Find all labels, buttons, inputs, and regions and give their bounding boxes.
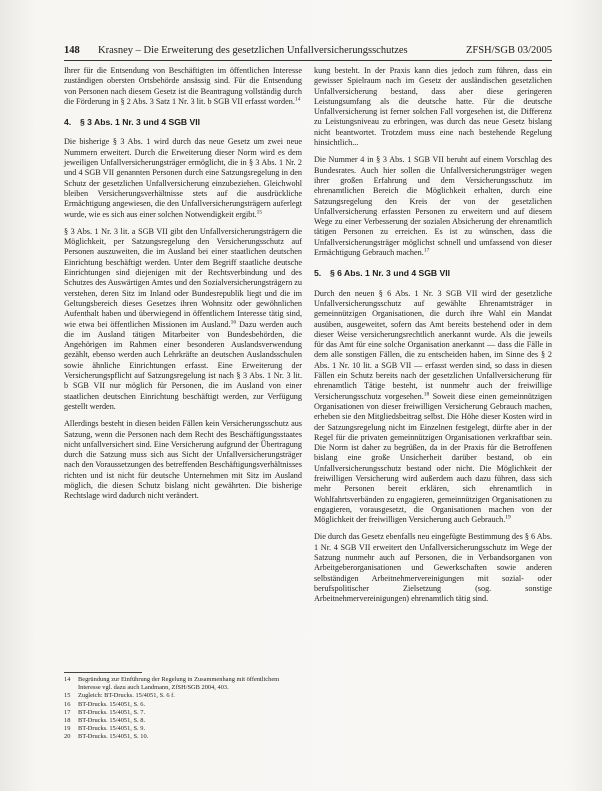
header-rule: [64, 60, 552, 61]
footnote: 19 BT-Drucks. 15/4051, S. 9.: [64, 725, 146, 733]
paragraph: Die durch das Gesetz ebenfalls neu eingefügte Bestimmung des § 6 Abs. 1 Nr. 4 SGB VII erweitert den Unfallversicherungsschutz im Wege der Satzung nunmehr auch auf Personen, die in Verbandsorganen von Arbeitgeberorganisationen und Gewerkschaften sowie anderen selbständigen Arbeitnehmervereinigungen mit sozial- oder berufspolitischer Zielsetzung (sog. sonstige Arbeitnehmervereinigungen) ehrenamtlich tätig sind.: [314, 532, 552, 604]
left-column: [64, 66, 302, 509]
footnote-marker[interactable]: 14: [294, 96, 301, 103]
section-heading-5: 5. § 6 Abs. 1 Nr. 3 und 4 SGB VII: [314, 268, 451, 279]
page-number: 148: [64, 45, 80, 56]
journal-reference: ZFSH/SGB 03/2005: [465, 45, 552, 56]
footnote-rule: [64, 672, 142, 673]
paragraph: Die Nummer 4 in § 3 Abs. 1 SGB VII beruht auf einem Vorschlag des Bundesrates. Auch hier sollen die Unfallversicherungsträger wegen ihrer großen Erfahrung und dem Versicherungsschutz im ehrenamtlichen Bereich die Möglichkeit erhalten, durch eine Satzungsregelung den Kreis der von der gesetzlichen Unfallversicherung erfassten Personen zu erweitern und auf diesem Wege zu einer Verbesserung der sozialen Absicherung der ehrenamtlich tätigen Personen zu erreichen. Es ist zu wünschen, dass die Unfallversicherungsträger möglichst schnell und umfassend von dieser Ermächtigung Gebrauch machen.$^{17}$: [314, 155, 552, 258]
right-column: [314, 66, 552, 612]
footnote: 18 BT-Drucks. 15/4051, S. 8.: [64, 717, 146, 725]
paragraph: kung besteht. In der Praxis kann dies jedoch zum führen, dass ein gewisser Spielraum nach im Gesetz der ausländischen gesetzlichen Unfallversicherung bestand, dass aber diese geringeren Leistungsumfang als die deutsche hatte. Für die deutsche Unfallversicherung ist ferner solchen Fall vorgesehen ist, die Differenz zu Leistungsniveau zu erbringen, was durch das neue Gesetz bislang nicht beantwortet. Trotzdem muss eine nach bestehende Regelung hinsichtlich...: [314, 66, 552, 148]
footnote-marker[interactable]: 19: [505, 514, 511, 521]
footnote: 20 BT-Drucks. 15/4051, S. 10.: [64, 733, 149, 741]
paragraph: § 3 Abs. 1 Nr. 3 lit. a SGB VII gibt den Unfallversicherungsträgern die Möglichkeit, per Satzungsregelung den Versicherungsschutz auf Personen auszuweiten, die im Ausland bei einer staatlichen deutschen Einrichtung beschäftigt werden. Unter dem Begriff staatliche deutsche Einrichtungen sind diejenigen mit der Rechtsverbindung und des Schutzes des Auswärtigen Amtes und den Sozialversicherungsträgern zu verstehen, deren Sitz im Inland oder Bundesrepublik liegt und die im Geltungsbereich dieses Gesetzes ihren Wohnsitz oder gewöhnlichen Aufenthalt haben und überwiegend in öffentlichem Interesse tätig sind, wie etwa bei öffentlichen Missionen im Ausland.$^{16}$ Dazu werden auch die im Ausland tätigen Mitarbeiter von Bundesbehörden, die Angehörigen im Rahmen einer besonderen Auslandsverwendung gezählt, ebenso werden auch Lehrkräfte an deutschen Auslandsschulen sowie ähnliche Einrichtungen erfasst. Eine Erweiterung der Versicherungspflicht auf Satzungsregelung ist nach § 3 Abs. 1 Nr. 3 lit. b SGB VII nur möglich für Personen, die im Ausland von einer staatlichen deutschen Einrichtung beschäftigt werden, zur Verfügung gestellt werden.: [64, 226, 303, 411]
footnotes: [64, 676, 302, 742]
footnote: 15 Zugleich: BT-Drucks. 15/4051, S. 6 f.: [64, 692, 175, 700]
paragraph: Ihrer für die Entsendung von Beschäftigten im öffentlichen Interesse zuständigen obersten Ortsbehörde ansässig sind. Für die Entsendung von Personen nach diesem Gesetz ist die Beantragung vollständig durch die Förderung in § 2 Abs. 3 Satz 1 Nr. 3 lit. b SGB VII erfasst worden.$^{14}$: [64, 66, 302, 106]
footnote-marker[interactable]: 15: [256, 208, 263, 215]
paragraph: Durch den neuen § 6 Abs. 1 Nr. 3 SGB VII wird der gesetzliche Unfallversicherungsschutz auf gewählte Ehrenamtsträger in gemeinnützigen Organisationen, die durch ihre Wahl ein Mandat ausüben, ausgeweitet, sofern das Amt bereits bestehend oder in dem dieser Weise versicherungsrechtlich anerkannt wurde. Als die jeweils für das Amt für eine solche Organisation anerkannt — dass die Fälle in dem alle sonstigen Fällen, die zu entscheiden haben, im Sinne des § 2 Abs. 1 Nr. 10 lit. a SGB VII — erfasst werden sind, so dass in diesen Fällen ein Schutz bereits nach der gesetzlichen Unfallversicherung für ehrenamtlich Tätige besteht, ist nunmehr auch der freiwillige Versicherungsschutz vorgesehen.$^{18}$ Soweit diese einen gemeinnützigen Organisationen von dieser freiwilligen Versicherung Gebrauch machen, erheben sie den Mitgliedsbeitrag selbst. Die Höhe dieser Kosten wird in der Satzungsregelung nicht im Einzelnen festgelegt, dürfte aber in der Regel für die privaten gemeinnützigen Organisationen verkraftbar sein. Die Norm ist daher zu begrüßen, da in der Praxis für die Betroffenen bislang eine große Unsicherheit darüber bestand, ob ein Unfallversicherungsschutz bestand oder nicht. Die Möglichkeit der freiwilligen Versicherung wird außerdem auch dazu führen, dass sich mehr Personen bereit erklären, sich ehrenamtlich in Wohlfahrtsverbänden zu engagieren, gemeinnützigen Organisationen zu engagieren, vorausgesetzt, die Organisationen machen von der Möglichkeit der freiwilligen Versicherung auch Gebrauch.$^{19}$: [314, 288, 553, 525]
page-header: [64, 44, 552, 58]
footnote-marker[interactable]: 18: [423, 390, 430, 397]
footnote: 17 BT-Drucks. 15/4051, S. 7.: [64, 708, 146, 716]
section-heading-4: 4. § 3 Abs. 1 Nr. 3 und 4 SGB VII: [64, 117, 201, 128]
footnote: 16 BT-Drucks. 15/4051, S. 6.: [64, 700, 146, 708]
running-title: Krasney – Die Erweiterung des gesetzlichen Unfallversicherungsschutzes: [98, 45, 408, 56]
paragraph: Die bisherige § 3 Abs. 1 wird durch das neue Gesetz um zwei neue Nummern erweitert. Durch die Erweiterung dieser Norm wird es dem jeweiligen Unfallversicherungsträger ermöglicht, die in § 3 Abs. 1 Nr. 2 und 4 SGB VII genannten Personen durch eine Satzungsregelung in den Schutz der gesetzlichen Unfallversicherung einzubeziehen. Gleichwohl bleiben Versicherungsverhältnisse stets auf die ausdrückliche Ermächtigung angewiesen, die den Unfallversicherungsträgern auferlegt wurde, wie es sich aus einer solchen Notwendigkeit ergibt.$^{15}$: [64, 137, 302, 219]
footnote-marker[interactable]: 16: [230, 318, 237, 325]
footnote-marker[interactable]: 17: [423, 247, 430, 254]
footnote: 14 Begründung zur Einführung der Regelung in Zusammenhang mit öffentlichem Interesse vgl. dazu auch Landmann, ZfSH/SGB 2004, 403.: [64, 676, 280, 692]
paragraph: Allerdings besteht in diesen beiden Fällen kein Versicherungsschutz aus Satzung, wenn die Personen nach dem Recht des Beschäftigungsstaates nicht unfallversichert sind. Eine Versicherung aufgrund der Übertragung durch die Satzung muss sich aus Sicht der Unfallversicherungsträger nach den Voraussetzungen des betreffenden Beschäftigungsverhältnisses richten und ist nicht für deutsche Unternehmen mit Sitz im Ausland möglich, die diesen Schutz bislang nicht gewährten. Die bisherige Rechtslage wird dadurch nicht verändert.: [64, 419, 302, 501]
